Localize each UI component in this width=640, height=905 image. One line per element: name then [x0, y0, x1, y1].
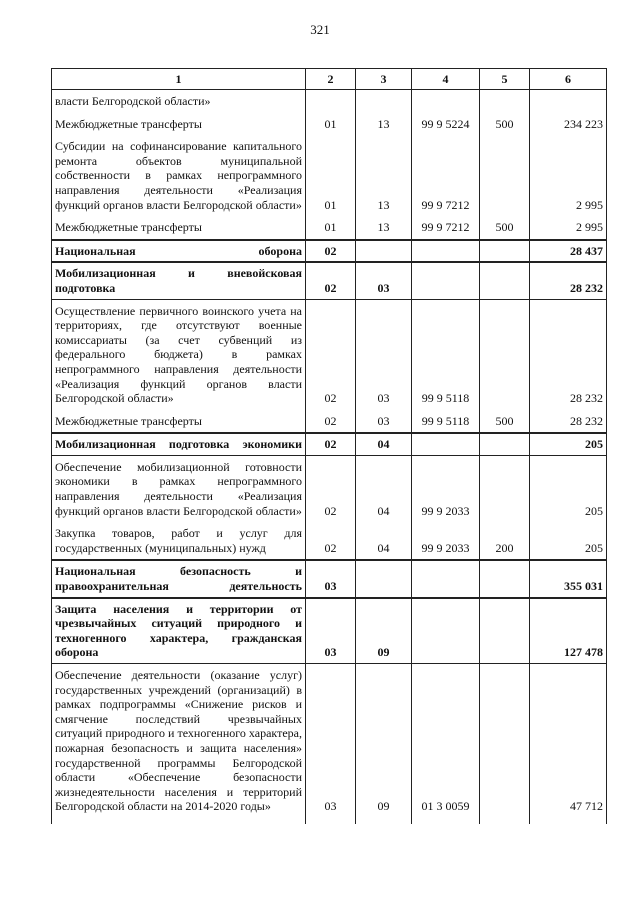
row-amount-cell: 205 — [530, 522, 607, 560]
row-section-cell: 03 — [306, 664, 356, 824]
row-expense-type-cell — [480, 90, 530, 113]
table-row — [52, 135, 607, 216]
row-subsection-cell: 03 — [356, 262, 412, 299]
row-amount-cell: 28 232 — [530, 262, 607, 299]
row-section-cell: 02 — [306, 410, 356, 434]
row-target-cell: 99 9 2033 — [412, 522, 480, 560]
row-section-cell: 02 — [306, 262, 356, 299]
row-section-cell: 01 — [306, 216, 356, 240]
row-subsection-cell — [356, 240, 412, 263]
row-target-cell: 01 3 0059 — [412, 664, 480, 824]
row-section-cell: 02 — [306, 240, 356, 263]
row-subsection-cell: 13 — [356, 216, 412, 240]
row-expense-type-cell: 500 — [480, 216, 530, 240]
row-expense-type-cell: 200 — [480, 522, 530, 560]
column-header: 3 — [356, 69, 412, 90]
row-amount-cell: 234 223 — [530, 113, 607, 136]
row-name-cell: Защита населения и территории от чрезвычайных ситуаций природного и техногенного характера, гражданская оборона — [52, 598, 306, 664]
header-row — [52, 69, 607, 90]
row-expense-type-cell — [480, 664, 530, 824]
row-amount-cell — [530, 90, 607, 113]
row-section-cell — [306, 90, 356, 113]
table-row — [52, 240, 607, 263]
page-number: 321 — [310, 22, 330, 37]
table-row — [52, 410, 607, 434]
table-row — [52, 560, 607, 597]
row-subsection-cell: 03 — [356, 410, 412, 434]
column-header: 6 — [530, 69, 607, 90]
row-expense-type-cell — [480, 240, 530, 263]
row-section-cell: 02 — [306, 299, 356, 410]
row-section-cell: 03 — [306, 598, 356, 664]
row-expense-type-cell — [480, 455, 530, 522]
row-subsection-cell: 13 — [356, 113, 412, 136]
row-amount-cell: 127 478 — [530, 598, 607, 664]
row-subsection-cell: 04 — [356, 455, 412, 522]
row-expense-type-cell — [480, 560, 530, 597]
row-name-cell: Национальная безопасность и правоохранительная деятельность — [52, 560, 306, 597]
row-subsection-cell: 03 — [356, 299, 412, 410]
column-header: 5 — [480, 69, 530, 90]
row-section-cell: 03 — [306, 560, 356, 597]
row-name-cell: Мобилизационная и вневойсковая подготовка — [52, 262, 306, 299]
table-row — [52, 113, 607, 136]
row-section-cell: 02 — [306, 433, 356, 455]
row-expense-type-cell: 500 — [480, 410, 530, 434]
row-target-cell: 99 9 2033 — [412, 455, 480, 522]
table-row — [52, 262, 607, 299]
row-target-cell: 99 9 5118 — [412, 299, 480, 410]
row-name-cell: Мобилизационная подготовка экономики — [52, 433, 306, 455]
row-target-cell — [412, 240, 480, 263]
row-amount-cell: 2 995 — [530, 135, 607, 216]
row-name-cell: Межбюджетные трансферты — [52, 113, 306, 136]
row-amount-cell: 28 232 — [530, 410, 607, 434]
row-name-cell: Осуществление первичного воинского учета на территориях, где отсутствуют военные комиссариаты (за счет субвенций из федерального бюджета) в рамках непрограммного направления деятельности «Реализация функций органов власти Белгородской области» — [52, 299, 306, 410]
row-subsection-cell — [356, 90, 412, 113]
table-row — [52, 299, 607, 410]
table-row — [52, 433, 607, 455]
row-section-cell: 01 — [306, 135, 356, 216]
row-target-cell: 99 9 5118 — [412, 410, 480, 434]
row-target-cell: 99 9 5224 — [412, 113, 480, 136]
row-amount-cell: 205 — [530, 455, 607, 522]
row-expense-type-cell — [480, 598, 530, 664]
row-target-cell — [412, 262, 480, 299]
table-row — [52, 455, 607, 522]
row-subsection-cell — [356, 560, 412, 597]
row-name-cell: Национальная оборона — [52, 240, 306, 263]
table-row — [52, 664, 607, 824]
row-name-cell: Межбюджетные трансферты — [52, 216, 306, 240]
table-row — [52, 598, 607, 664]
row-subsection-cell: 04 — [356, 522, 412, 560]
row-subsection-cell: 13 — [356, 135, 412, 216]
row-amount-cell: 47 712 — [530, 664, 607, 824]
row-subsection-cell: 09 — [356, 598, 412, 664]
row-amount-cell: 205 — [530, 433, 607, 455]
row-amount-cell: 2 995 — [530, 216, 607, 240]
row-name-cell: Закупка товаров, работ и услуг для государственных (муниципальных) нужд — [52, 522, 306, 560]
row-subsection-cell: 09 — [356, 664, 412, 824]
row-expense-type-cell — [480, 262, 530, 299]
table-row — [52, 216, 607, 240]
row-name-cell: Обеспечение мобилизационной готовности экономики в рамках непрограммного направления деятельности «Реализация функций органов власти Белгородской области» — [52, 455, 306, 522]
row-amount-cell: 28 232 — [530, 299, 607, 410]
row-subsection-cell: 04 — [356, 433, 412, 455]
row-name-cell: Межбюджетные трансферты — [52, 410, 306, 434]
row-target-cell: 99 9 7212 — [412, 135, 480, 216]
table-row — [52, 522, 607, 560]
row-target-cell — [412, 560, 480, 597]
row-target-cell — [412, 90, 480, 113]
row-section-cell: 02 — [306, 455, 356, 522]
row-target-cell — [412, 433, 480, 455]
row-expense-type-cell: 500 — [480, 113, 530, 136]
row-name-cell: власти Белгородской области» — [52, 90, 306, 113]
table-row — [52, 90, 607, 113]
row-target-cell: 99 9 7212 — [412, 216, 480, 240]
row-expense-type-cell — [480, 135, 530, 216]
column-header: 1 — [52, 69, 306, 90]
column-header: 4 — [412, 69, 480, 90]
row-expense-type-cell — [480, 299, 530, 410]
row-section-cell: 01 — [306, 113, 356, 136]
column-header: 2 — [306, 69, 356, 90]
row-name-cell: Обеспечение деятельности (оказание услуг) государственных учреждений (организаций) в рамках подпрограммы «Снижение рисков и смягчение последствий чрезвычайных ситуаций природного и техногенного характера, пожарная безопасность и защита населения» государственной программы Белгородской области «Обеспечение безопасности жизнедеятельности населения и территорий Белгородской области на 2014-2020 годы» — [52, 664, 306, 824]
row-expense-type-cell — [480, 433, 530, 455]
row-target-cell — [412, 598, 480, 664]
row-amount-cell: 28 437 — [530, 240, 607, 263]
row-amount-cell: 355 031 — [530, 560, 607, 597]
budget-table — [51, 68, 607, 824]
row-name-cell: Субсидии на софинансирование капитального ремонта объектов муниципальной собственности в рамках непрограммного направления деятельности «Реализация функций органов власти Белгородской области» — [52, 135, 306, 216]
row-section-cell: 02 — [306, 522, 356, 560]
